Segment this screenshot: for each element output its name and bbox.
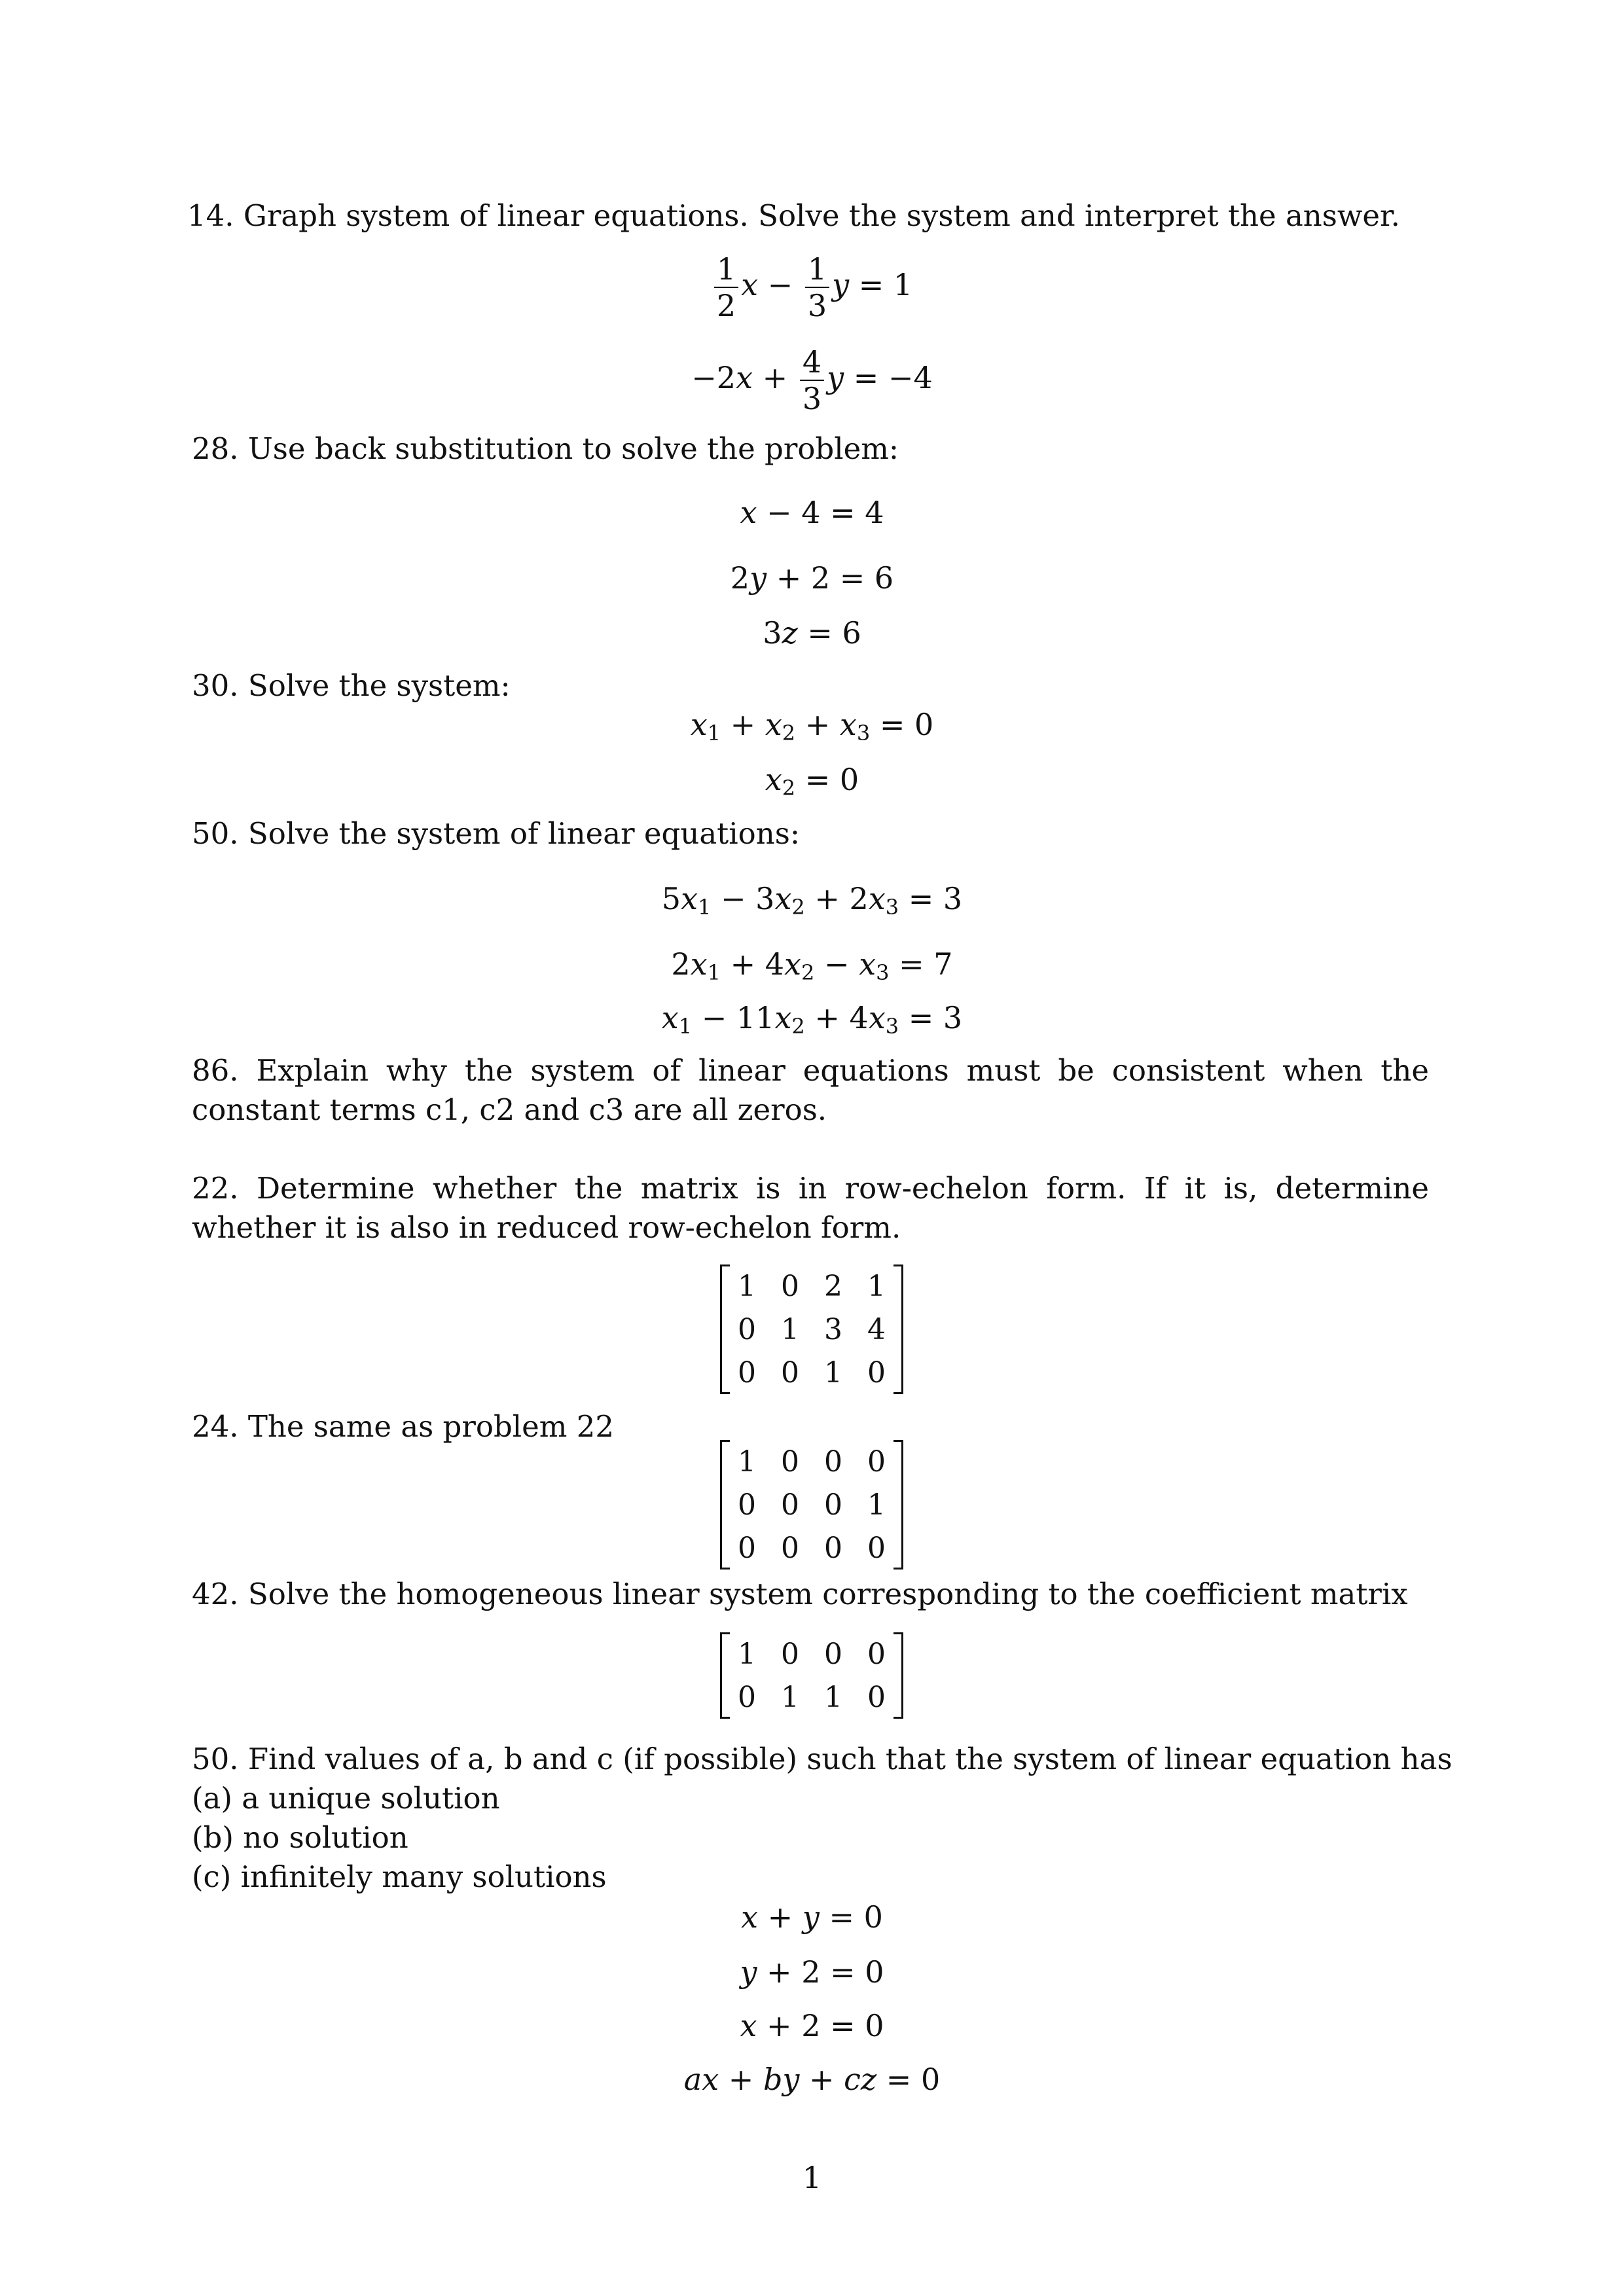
p28-eq-3: 3z = 6 xyxy=(763,615,861,651)
problem-14-text: 14. Graph system of linear equations. Solve the system and interpret the answer. xyxy=(187,198,1400,233)
p50b-eq-3: x + 2 = 0 xyxy=(740,2008,884,2043)
p50b-eq-1: x + y = 0 xyxy=(741,1899,883,1935)
matrix-42: 1 0 0 0 0 1 1 0 xyxy=(725,1632,898,1719)
p28-eq-1: x − 4 = 4 xyxy=(740,495,884,530)
problem-50b-text: 50. Find values of a, b and c (if possible) such that the system of linear equation has xyxy=(192,1742,1453,1776)
problem-22-text: 22. Determine whether the matrix is in row-echelon form. If it is, determine whether it is also in reduced row-echelon form. xyxy=(192,1171,1429,1245)
p50b-eq-4: ax + by + cz = 0 xyxy=(683,2062,941,2097)
p50a-eq-3: $x_1 - 11x_2 + 4x_3 = 3$ xyxy=(661,1000,963,1039)
problem-50b-option-a: (a) a unique solution xyxy=(192,1781,500,1816)
p14-eq-1: $\frac{1}{2}$ x − $\frac{1}{3}$ y = 1 xyxy=(0,254,1624,321)
matrix-22: 1 0 2 1 0 1 3 4 0 0 1 0 xyxy=(725,1265,898,1394)
page-number: 1 xyxy=(802,2160,822,2195)
p30-eq-1: $x_1 + x_2 + x_3 = 0$ xyxy=(690,707,934,745)
problem-86-text: 86. Explain why the system of linear equations must be consistent when the constant terms c1, c2 and c3 are all zeros. xyxy=(192,1053,1429,1127)
p50a-eq-1: $5x_1 - 3x_2 + 2x_3 = 3$ xyxy=(661,881,963,920)
problem-30-text: 30. Solve the system: xyxy=(192,668,511,703)
problem-28-text: 28. Use back substitution to solve the problem: xyxy=(192,431,899,466)
p28-eq-2: 2y + 2 = 6 xyxy=(730,560,894,596)
problem-42-text: 42. Solve the homogeneous linear system corresponding to the coefficient matrix xyxy=(192,1577,1408,1611)
p14-eq-2: −2x + $\frac{4}{3}$ y = −4 xyxy=(691,344,933,416)
p50a-eq-2: $2x_1 + 4x_2 - x_3 = 7$ xyxy=(671,946,953,985)
problem-24-text: 24. The same as problem 22 xyxy=(192,1409,615,1444)
p30-eq-2: $x_2 = 0$ xyxy=(765,762,859,800)
p50b-eq-2: y + 2 = 0 xyxy=(740,1954,884,1990)
problem-50a-text: 50. Solve the system of linear equations: xyxy=(192,816,800,851)
matrix-24: 1 0 0 0 0 0 0 1 0 0 0 0 xyxy=(725,1440,898,1570)
problem-50b-option-b: (b) no solution xyxy=(192,1820,408,1855)
problem-50b-option-c: (c) infinitely many solutions xyxy=(192,1859,607,1894)
